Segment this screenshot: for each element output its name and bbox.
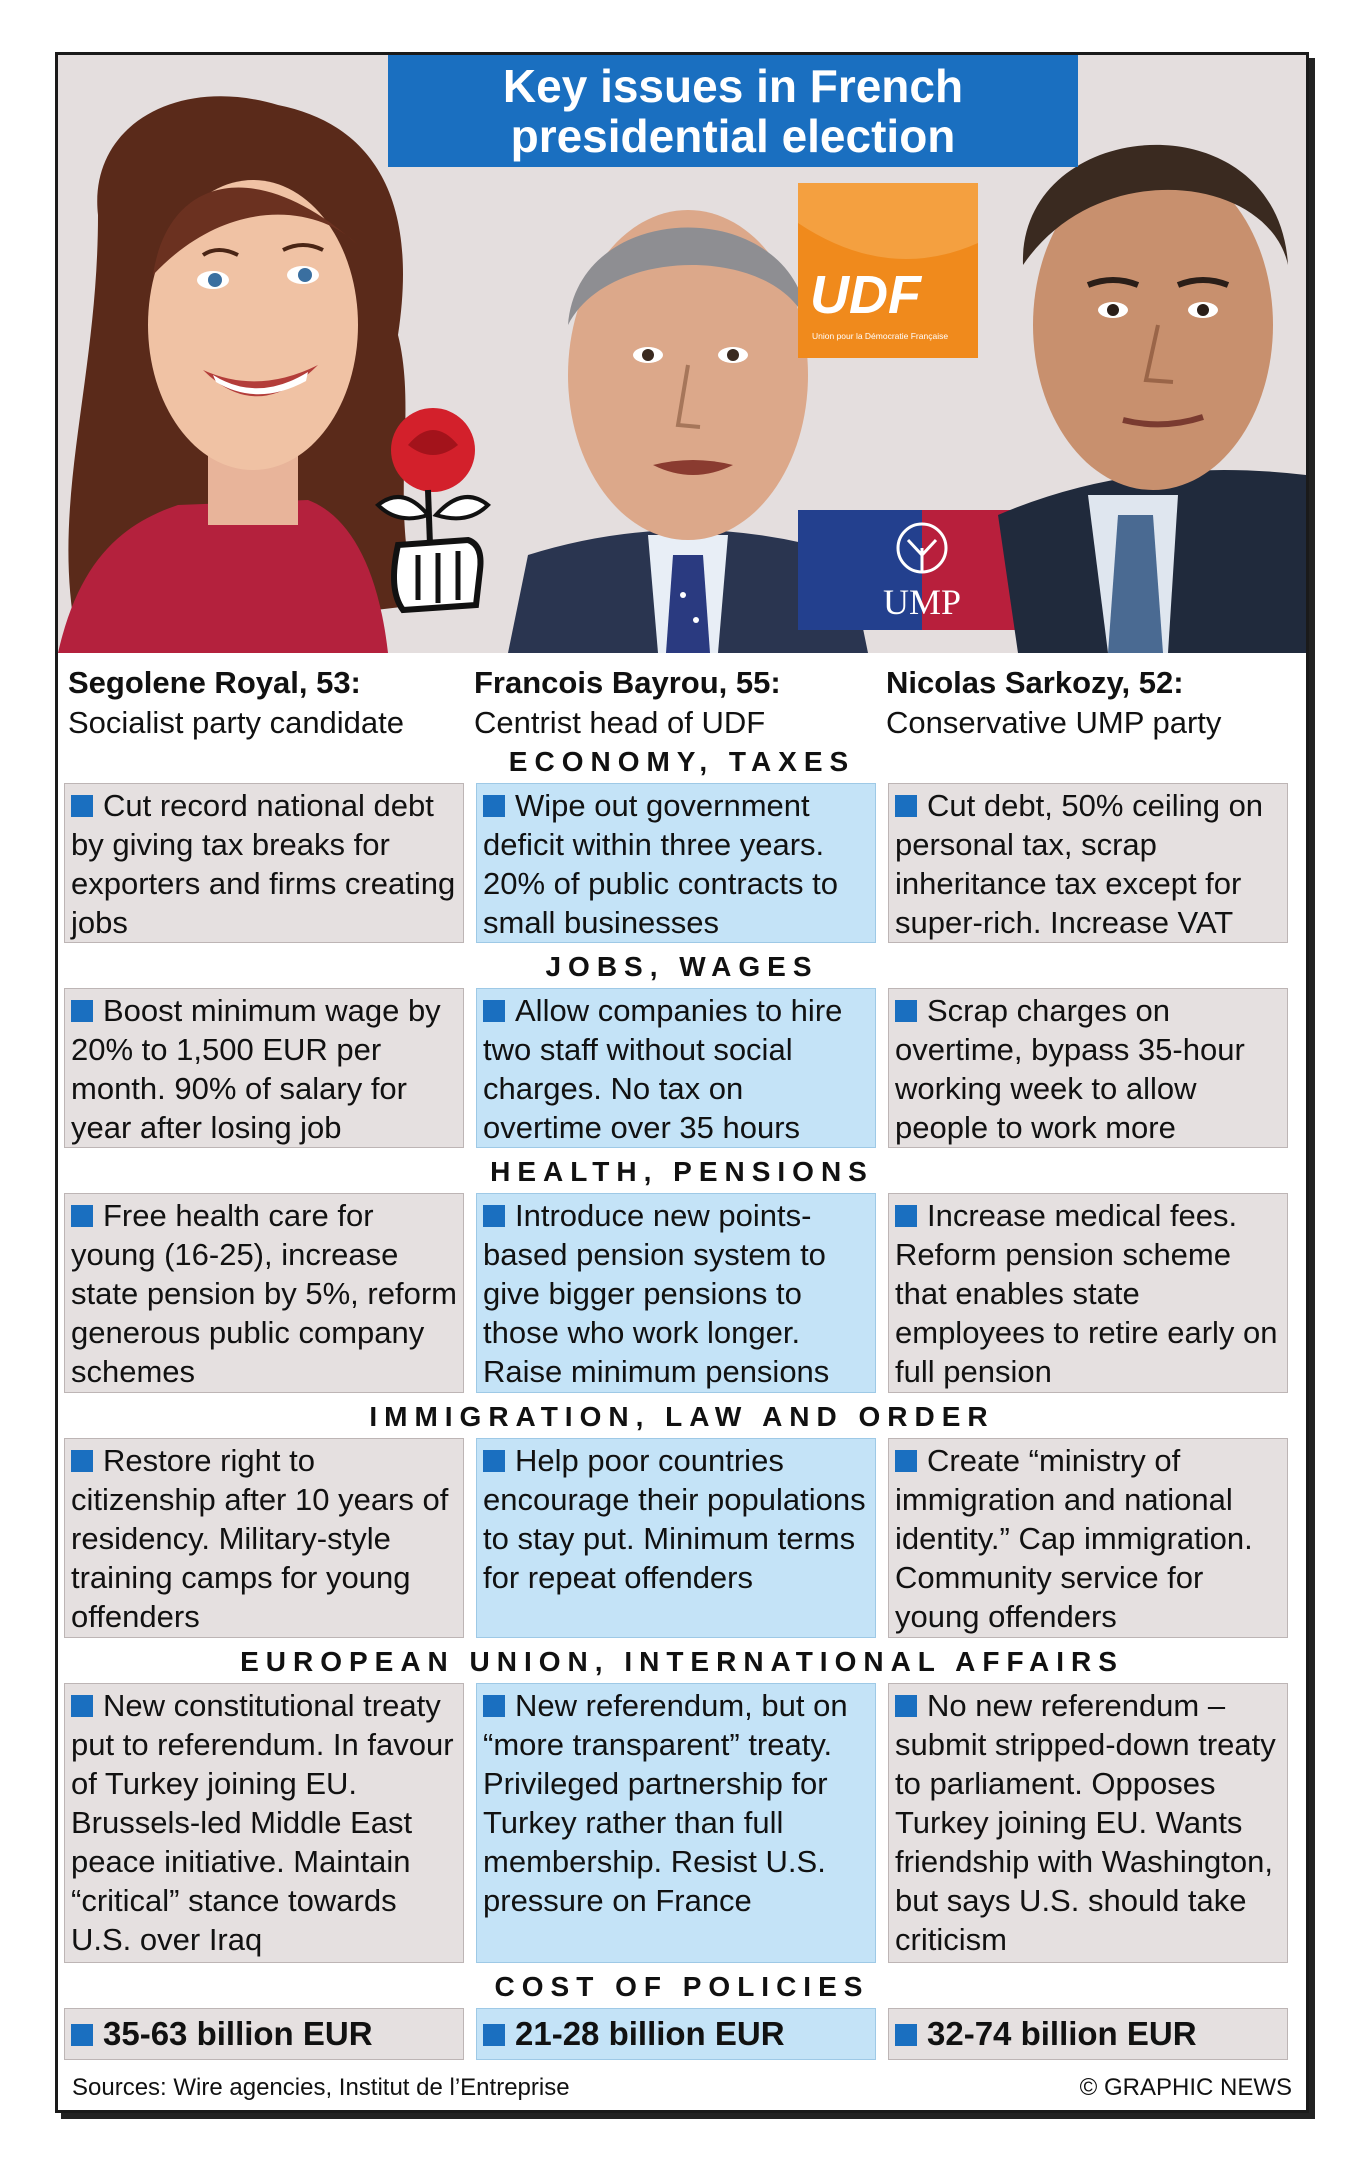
issue-cell [476,1193,876,1393]
issue-cell [888,783,1288,943]
issue-cell [476,1438,876,1638]
issue-cell [888,1193,1288,1393]
footer [58,2065,1306,2110]
bullet-square-icon [483,1205,505,1227]
socialist-rose-logo-icon [358,395,508,625]
bullet-square-icon [71,1450,93,1472]
bullet-square-icon [71,2024,93,2046]
bullet-square-icon [483,2024,505,2046]
cost-value: 32-74 billion EUR [927,2015,1197,2052]
issue-text: Free health care for young (16-25), increase state pension by 5%, reform generous public company schemes [71,1198,457,1389]
issue-text: New referendum, but on “more transparent” treaty. Privileged partnership for Turkey rather than full membership. Resist U.S. pressure on France [483,1688,848,1918]
issue-text: Restore right to citizenship after 10 years of residency. Military-style training camps for young offenders [71,1443,449,1634]
bullet-square-icon [71,1695,93,1717]
bullet-square-icon [71,795,93,817]
cost-cell [888,2008,1288,2060]
issue-cell [64,783,464,943]
issue-cell [476,783,876,943]
cost-cell [64,2008,464,2060]
issue-text: Create “ministry of immigration and national identity.” Cap immigration. Community service for young offenders [895,1443,1253,1634]
bullet-square-icon [895,1695,917,1717]
issue-cell [476,988,876,1148]
copyright-credit: © GRAPHIC NEWS [1079,2074,1292,2101]
hero-illustration [58,55,1306,653]
issue-text: Cut record national debt by giving tax breaks for exporters and firms creating jobs [71,788,456,940]
section-header-jobs: JOBS, WAGES [58,948,1306,986]
udf-logo [798,183,978,358]
bullet-square-icon [895,795,917,817]
section-header-immigration: IMMIGRATION, LAW AND ORDER [58,1398,1306,1436]
title-line-2: presidential election [510,110,956,162]
candidate-role: Conservative UMP party [886,705,1222,740]
cost-value: 21-28 billion EUR [515,2015,785,2052]
bullet-square-icon [483,1000,505,1022]
issue-cell [888,1683,1288,1963]
cost-cell [476,2008,876,2060]
issue-cell [476,1683,876,1963]
section-header-economy: ECONOMY, TAXES [58,743,1306,781]
candidate-name: Segolene Royal, 53: [68,665,361,700]
sources-text: Sources: Wire agencies, Institut de l’Entreprise [72,2074,570,2101]
issue-text: Help poor countries encourage their populations to stay put. Minimum terms for repeat offenders [483,1443,866,1595]
issue-cell [888,988,1288,1148]
bullet-square-icon [483,795,505,817]
cost-value: 35-63 billion EUR [103,2015,373,2052]
bullet-square-icon [895,1000,917,1022]
issue-cell [64,1193,464,1393]
page-title [503,61,963,161]
issue-cell [64,1683,464,1963]
candidate-name: Nicolas Sarkozy, 52: [886,665,1184,700]
issue-text: Scrap charges on overtime, bypass 35-hour working week to allow people to work more [895,993,1245,1145]
title-banner [388,55,1078,167]
candidate-sarkozy [886,663,1296,743]
bullet-square-icon [71,1205,93,1227]
udf-logo-text: UDF [810,265,921,325]
issue-text: Boost minimum wage by 20% to 1,500 EUR per month. 90% of salary for year after losing job [71,993,441,1145]
issue-text: New constitutional treaty put to referendum. In favour of Turkey joining EU. Brussels-led Middle East peace initiative. Maintain “critical” stance towards U.S. over Iraq [71,1688,454,1957]
issue-text: Introduce new points-based pension system to give bigger pensions to those who work longer. Raise minimum pensions [483,1198,830,1389]
bullet-square-icon [71,1000,93,1022]
bullet-square-icon [895,1450,917,1472]
issue-cell [888,1438,1288,1638]
section-header-eu: EUROPEAN UNION, INTERNATIONAL AFFAIRS [58,1643,1306,1681]
issue-text: Increase medical fees. Reform pension scheme that enables state employees to retire early on full pension [895,1198,1278,1389]
infographic-frame [55,52,1309,2113]
candidate-role: Socialist party candidate [68,705,405,740]
candidate-name: Francois Bayrou, 55: [474,665,781,700]
candidate-role: Centrist head of UDF [474,705,766,740]
issue-cell [64,988,464,1148]
sarkozy-portrait [978,95,1306,653]
issue-text: Wipe out government deficit within three years. 20% of public contracts to small businesses [483,788,838,940]
section-header-health: HEALTH, PENSIONS [58,1153,1306,1191]
bullet-square-icon [483,1695,505,1717]
candidate-royal [68,663,478,743]
issue-text: No new referendum – submit stripped-down treaty to parliament. Opposes Turkey joining EU. Wants friendship with Washington, but says U.S. should take criticism [895,1688,1276,1957]
ump-logo-text: UMP [882,582,962,622]
section-header-cost: COST OF POLICIES [58,1968,1306,2006]
issue-text: Allow companies to hire two staff without social charges. No tax on overtime over 35 hours [483,993,843,1145]
title-line-1: Key issues in French [502,60,964,112]
bullet-square-icon [483,1450,505,1472]
issue-text: Cut debt, 50% ceiling on personal tax, scrap inheritance tax except for super-rich. Increase VAT [895,788,1264,940]
issue-cell [64,1438,464,1638]
udf-logo-subtitle: Union pour la Démocratie Française [812,331,949,341]
bullet-square-icon [895,2024,917,2046]
candidate-bayrou [474,663,884,743]
bullet-square-icon [895,1205,917,1227]
